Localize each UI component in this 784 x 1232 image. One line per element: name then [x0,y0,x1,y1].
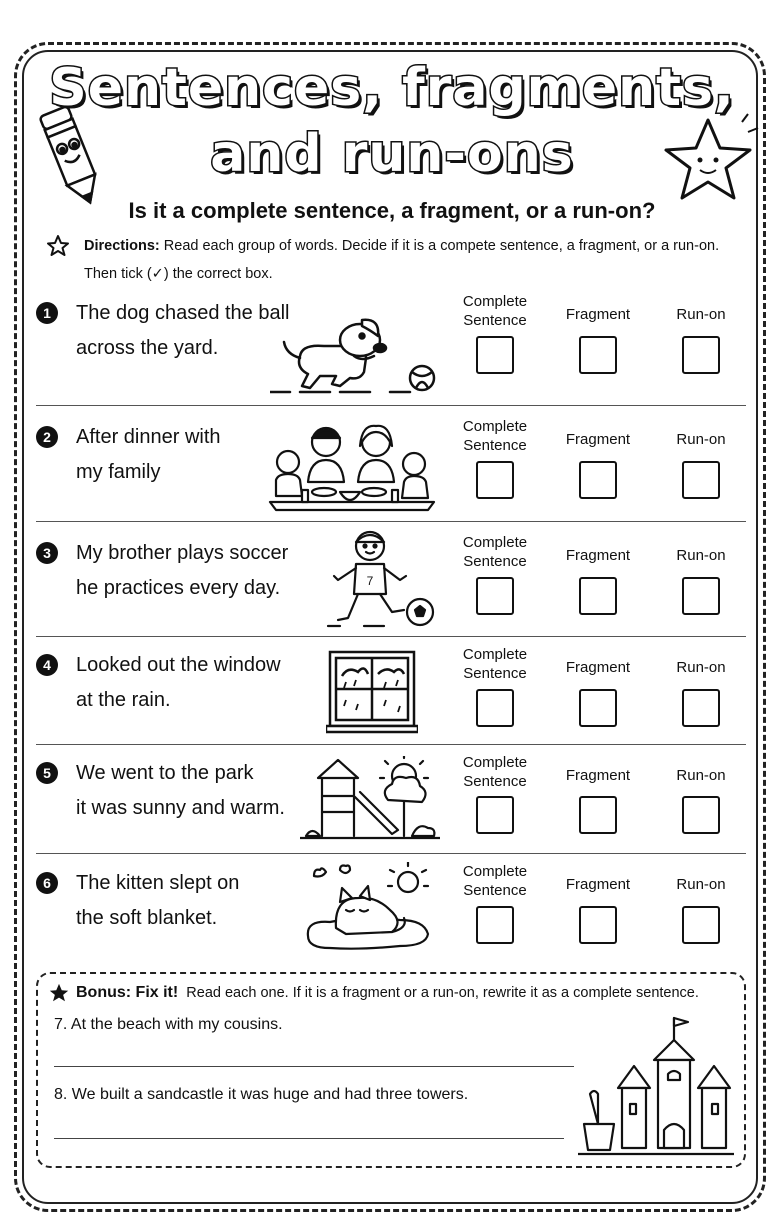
option-label-fragment: Fragment [565,547,631,564]
row-divider [36,744,746,745]
sleeping-kitten-icon [300,862,440,950]
option-label-fragment: Fragment [565,767,631,784]
option-label-line: Sentence [463,882,527,899]
question-text: Looked out the window [76,654,281,676]
worksheet-title-line2: and run-ons [210,124,574,184]
checkbox-fragment[interactable] [579,461,617,499]
question-text: the soft blanket. [76,907,218,929]
option-label-line: Complete [462,646,528,663]
jersey-number: 7 [366,574,374,588]
option-label-line: Sentence [463,665,527,682]
checkbox-complete[interactable] [476,577,514,615]
question-text: my family [76,461,161,483]
checkbox-runon[interactable] [682,461,720,499]
worksheet-subtitle: Is it a complete sentence, a fragment, or a run-on? [128,198,656,223]
checkbox-runon[interactable] [682,336,720,374]
checkbox-complete[interactable] [476,906,514,944]
directions [84,232,754,288]
checkbox-complete[interactable] [476,461,514,499]
checkbox-complete[interactable] [476,689,514,727]
question-text: across the yard. [76,337,219,359]
bonus-instructions: Read each one. If it is a fragment or a run-on, rewrite it as a complete sentence. [186,985,699,1001]
boy-playing-soccer-icon [324,528,442,630]
question-number: 5 [36,762,58,784]
option-label-fragment: Fragment [565,431,631,448]
option-label-line: Complete [462,754,528,771]
question-number: 1 [36,302,58,324]
option-label-line: Sentence [463,553,527,570]
park-slide-sun-icon [300,756,440,842]
option-label-runon: Run-on [676,306,726,323]
option-label-line: Complete [462,293,528,310]
question-number: 4 [36,654,58,676]
star-icon [46,234,70,258]
rainy-window-icon [326,648,418,736]
question-text: at the rain. [76,689,171,711]
question-text: After dinner with [76,426,221,448]
option-label-runon: Run-on [676,431,726,448]
option-label-complete-sentence [458,753,532,791]
option-label-fragment: Fragment [565,876,631,893]
option-label-runon: Run-on [676,767,726,784]
checkbox-fragment[interactable] [579,796,617,834]
question-number: 6 [36,872,58,894]
bonus-item-7: 7. At the beach with my cousins. [54,1016,283,1033]
dog-with-ball-icon [270,306,440,398]
checkbox-complete[interactable] [476,796,514,834]
directions-text-2: Then tick (✓) the correct box. [84,266,273,282]
checkbox-runon[interactable] [682,689,720,727]
option-label-complete-sentence [458,533,532,571]
question-text: he practices every day. [76,577,281,599]
checkbox-runon[interactable] [682,796,720,834]
option-label-fragment: Fragment [565,659,631,676]
option-label-complete-sentence [458,862,532,900]
question-text: We went to the park [76,762,254,784]
bonus-label: Bonus: Fix it! [76,984,179,1001]
option-label-line: Sentence [463,437,527,454]
option-label-runon: Run-on [676,876,726,893]
option-label-complete-sentence [458,417,532,455]
question-text: The dog chased the ball [76,302,290,324]
option-label-line: Complete [462,534,528,551]
row-divider [36,405,746,406]
question-text: it was sunny and warm. [76,797,285,819]
option-label-complete-sentence [458,645,532,683]
bonus-star-icon [48,982,70,1004]
bonus-item-8: 8. We built a sandcastle it was huge and had three towers. [54,1086,469,1103]
option-label-line: Complete [462,418,528,435]
option-label-line: Complete [462,863,528,880]
checkbox-complete[interactable] [476,336,514,374]
checkbox-runon[interactable] [682,906,720,944]
option-label-runon: Run-on [676,547,726,564]
checkbox-runon[interactable] [682,577,720,615]
checkbox-fragment[interactable] [579,906,617,944]
row-divider [36,636,746,637]
sandcastle-icon [578,1014,734,1162]
answer-line-7[interactable] [54,1066,574,1067]
question-number: 3 [36,542,58,564]
row-divider [36,521,746,522]
option-label-line: Sentence [463,312,527,329]
checkbox-fragment[interactable] [579,689,617,727]
option-label-runon: Run-on [676,659,726,676]
worksheet-title-line1: Sentences, fragments, [49,58,735,118]
answer-line-8[interactable] [54,1138,564,1139]
question-text: The kitten slept on [76,872,240,894]
option-label-fragment: Fragment [565,306,631,323]
row-divider [36,853,746,854]
option-label-line: Sentence [463,773,527,790]
directions-text: Read each group of words. Decide if it is a compete sentence, a fragment, or a run-on. [163,238,720,254]
question-text: My brother plays soccer [76,542,289,564]
directions-label: Directions: [84,238,160,254]
bonus-heading [76,984,699,1002]
checkbox-fragment[interactable] [579,577,617,615]
question-number: 2 [36,426,58,448]
checkbox-fragment[interactable] [579,336,617,374]
option-label-complete-sentence [458,292,532,330]
family-dinner-icon [264,420,440,514]
